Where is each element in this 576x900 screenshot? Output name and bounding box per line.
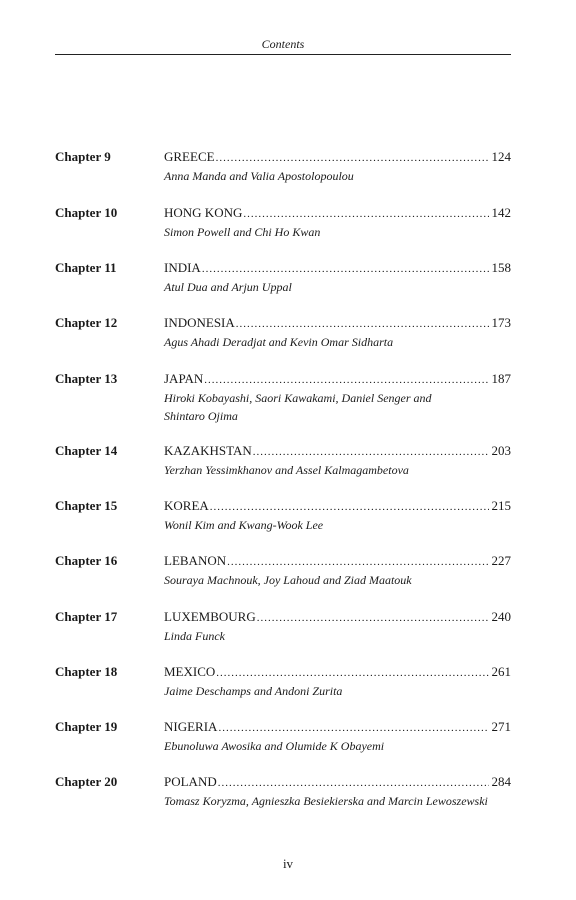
- entry-body: [164, 442, 511, 479]
- country-title: MEXICO: [164, 664, 216, 679]
- chapter-authors: Tomasz Koryzma, Agnieszka Besiekierska and Marcin Lewoszewski: [164, 794, 488, 808]
- page-number: 158: [491, 260, 511, 275]
- dot-leader: [218, 719, 488, 737]
- dot-leader: [216, 149, 489, 167]
- dot-leader: [253, 443, 489, 461]
- title-line: [164, 608, 511, 627]
- entry-body: [164, 608, 511, 645]
- chapter-authors: Hiroki Kobayashi, Saori Kawakami, Daniel Senger and Shintaro Ojima: [164, 391, 432, 423]
- chapter-label: Chapter 20: [55, 774, 118, 789]
- title-line: [164, 370, 511, 389]
- title-line: [164, 148, 511, 167]
- chapter-authors: Ebunoluwa Awosika and Olumide K Obayemi: [164, 739, 385, 753]
- chapter-label: Chapter 15: [55, 498, 118, 513]
- entry-body: [164, 259, 511, 296]
- chapter-label: Chapter 9: [55, 149, 111, 164]
- entry-body: [164, 370, 511, 425]
- chapter-authors: Agus Ahadi Deradjat and Kevin Omar Sidharta: [164, 335, 394, 349]
- country-title: INDONESIA: [164, 315, 235, 330]
- dot-leader: [257, 609, 489, 627]
- chapter-label: Chapter 14: [55, 443, 118, 458]
- page-number: 173: [491, 315, 511, 330]
- country-title: JAPAN: [164, 371, 204, 386]
- entry-body: [164, 552, 511, 589]
- title-line: [164, 314, 511, 333]
- entry-body: [164, 204, 511, 241]
- chapter-authors: Jaime Deschamps and Andoni Zurita: [164, 684, 343, 698]
- page-number: 215: [491, 498, 511, 513]
- chapter-authors: Simon Powell and Chi Ho Kwan: [164, 225, 321, 239]
- dot-leader: [204, 371, 488, 389]
- chapter-authors: Atul Dua and Arjun Uppal: [164, 280, 292, 294]
- chapter-label: Chapter 18: [55, 664, 118, 679]
- chapter-authors: Linda Funck: [164, 629, 225, 643]
- entry-body: [164, 718, 511, 755]
- entry-body: [164, 663, 511, 700]
- running-head: Contents: [261, 37, 305, 51]
- country-title: HONG KONG: [164, 205, 243, 220]
- dot-leader: [236, 315, 489, 333]
- page-number: 227: [491, 553, 511, 568]
- chapter-label: Chapter 13: [55, 371, 118, 386]
- entry-body: [164, 314, 511, 351]
- page-number: 284: [491, 774, 511, 789]
- dot-leader: [243, 205, 488, 223]
- country-title: LUXEMBOURG: [164, 609, 256, 624]
- page-number: 142: [491, 205, 511, 220]
- entry-body: [164, 773, 511, 810]
- title-line: [164, 497, 511, 516]
- title-line: [164, 718, 511, 737]
- page-number: 261: [491, 664, 511, 679]
- dot-leader: [210, 498, 489, 516]
- page-folio: iv: [282, 856, 294, 871]
- chapter-authors: Yerzhan Yessimkhanov and Assel Kalmagambetova: [164, 463, 409, 477]
- country-title: NIGERIA: [164, 719, 218, 734]
- title-line: [164, 552, 511, 571]
- page-number: 271: [491, 719, 511, 734]
- dot-leader: [216, 664, 488, 682]
- chapter-label: Chapter 16: [55, 553, 118, 568]
- dot-leader: [218, 774, 489, 792]
- page-number: 187: [491, 371, 511, 386]
- country-title: GREECE: [164, 149, 215, 164]
- chapter-authors: Anna Manda and Valia Apostolopoulou: [164, 169, 354, 183]
- title-line: [164, 663, 511, 682]
- entry-body: [164, 497, 511, 534]
- entry-body: [164, 148, 511, 185]
- title-line: [164, 773, 511, 792]
- dot-leader: [202, 260, 489, 278]
- chapter-label: Chapter 12: [55, 315, 118, 330]
- chapter-authors: Wonil Kim and Kwang-Wook Lee: [164, 518, 324, 532]
- page-number: 203: [491, 443, 511, 458]
- country-title: KOREA: [164, 498, 209, 513]
- chapter-label: Chapter 11: [55, 260, 117, 275]
- chapter-authors: Souraya Machnouk, Joy Lahoud and Ziad Maatouk: [164, 573, 412, 587]
- dot-leader: [227, 553, 488, 571]
- country-title: POLAND: [164, 774, 217, 789]
- country-title: INDIA: [164, 260, 201, 275]
- country-title: KAZAKHSTAN: [164, 443, 252, 458]
- title-line: [164, 204, 511, 223]
- chapter-label: Chapter 10: [55, 205, 118, 220]
- chapter-label: Chapter 19: [55, 719, 118, 734]
- page-number: 124: [491, 149, 511, 164]
- page-number: 240: [491, 609, 511, 624]
- header-rule: [55, 54, 511, 55]
- title-line: [164, 442, 511, 461]
- country-title: LEBANON: [164, 553, 227, 568]
- chapter-label: Chapter 17: [55, 609, 118, 624]
- title-line: [164, 259, 511, 278]
